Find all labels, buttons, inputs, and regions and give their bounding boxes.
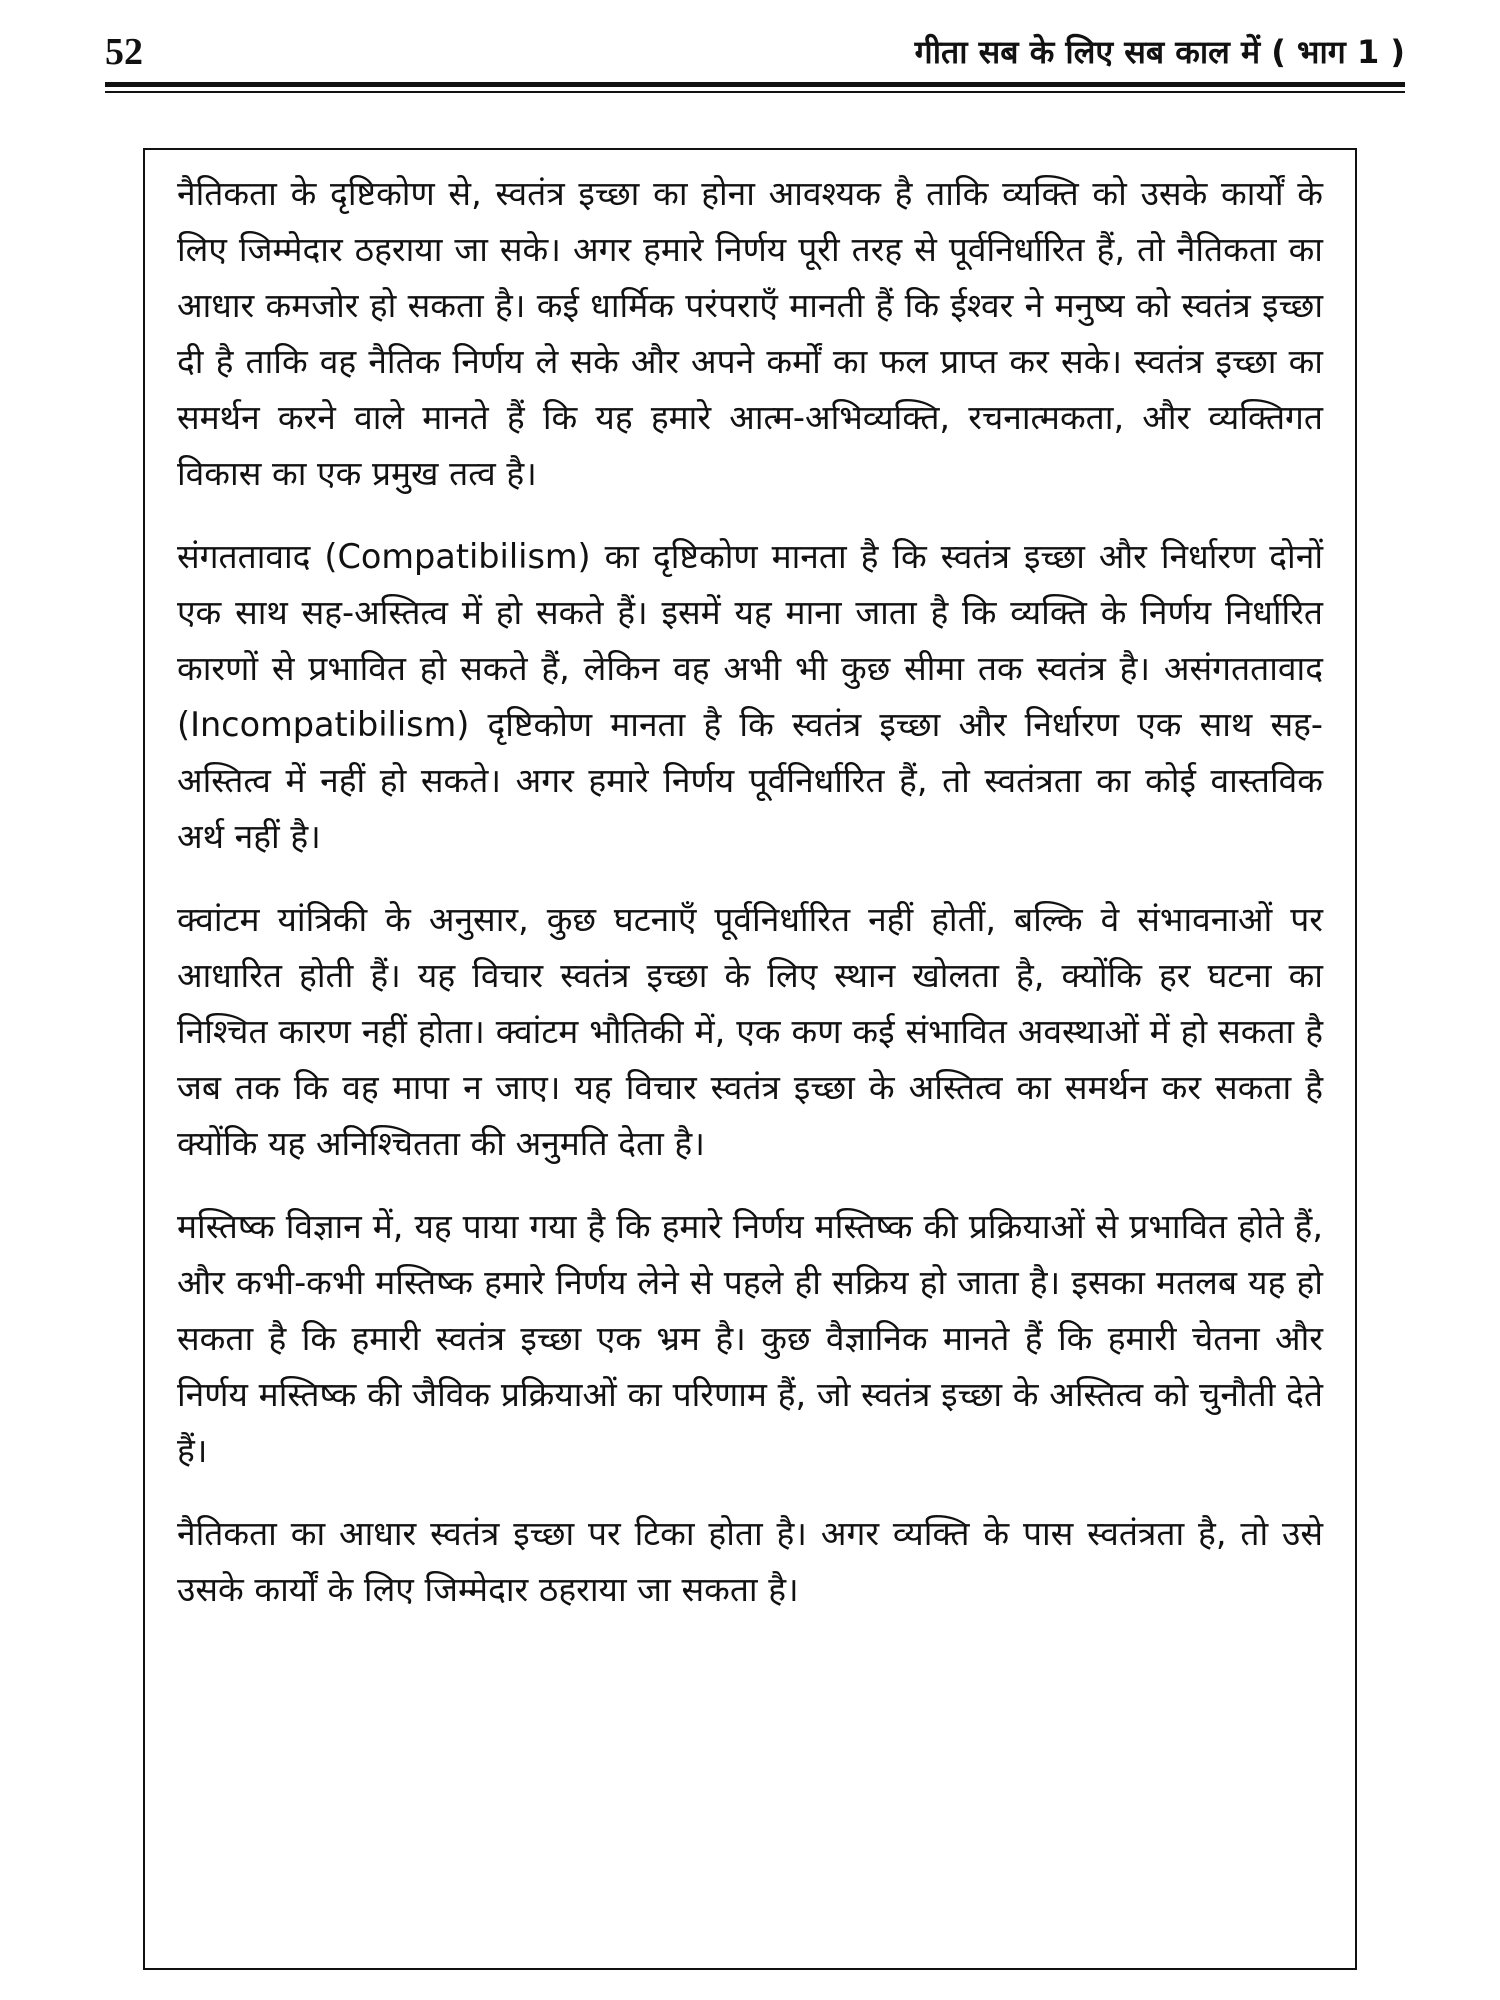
running-title: गीता सब के लिए सब काल में ( भाग 1 ) [914,33,1405,71]
paragraph-quantum-mechanics: क्वांटम यांत्रिकी के अनुसार, कुछ घटनाएँ पूर्वनिर्धारित नहीं होतीं, बल्कि वे संभावनाओं पर आधारित होती हैं। यह विचार स्वतंत्र इच्छा के लिए स्थान खोलता है, क्योंकि हर घटना का निश्चित कारण नहीं होता। क्वांटम भौतिकी में, एक कण कई संभावित अवस्थाओं में हो सकता है जब तक कि वह मापा न जाए। यह विचार स्वतंत्र इच्छा के अस्तित्व का समर्थन कर सकता है क्योंकि यह अनिश्चितता की अनुमति देता है। [177,900,1324,1163]
paragraph-neuroscience: मस्तिष्क विज्ञान में, यह पाया गया है कि हमारे निर्णय मस्तिष्क की प्रक्रियाओं से प्रभावित होते हैं, और कभी-कभी मस्तिष्क हमारे निर्णय लेने से पहले ही सक्रिय हो जाता है। इसका मतलब यह हो सकता है कि हमारी स्वतंत्र इच्छा एक भ्रम है। कुछ वैज्ञानिक मानते हैं कि हमारी चेतना और निर्णय मस्तिष्क की जैविक प्रक्रियाओं का परिणाम हैं, जो स्वतंत्र इच्छा के अस्तित्व को चुनौती देते हैं। [177,1207,1323,1470]
boxed-text-panel [143,148,1357,1970]
page-number: 52 [105,31,143,73]
paragraph-compatibilism: संगततावाद (Compatibilism) का दृष्टिकोण मानता है कि स्वतंत्र इच्छा और निर्धारण दोनों एक साथ सह-अस्तित्व में हो सकते हैं। इसमें यह माना जाता है कि व्यक्ति के निर्णय निर्धारित कारणों से प्रभावित हो सकते हैं, लेकिन वह अभी भी कुछ सीमा तक स्वतंत्र है। असंगततावाद (Incompatibilism) दृष्टिकोण मानता है कि स्वतंत्र इच्छा और निर्धारण एक साथ सह-अस्तित्व में नहीं हो सकते। अगर हमारे निर्णय पूर्वनिर्धारित हैं, तो स्वतंत्रता का कोई वास्तविक अर्थ नहीं है। [177,537,1323,856]
page-header [105,22,1405,82]
paragraph-ethics-free-will: नैतिकता के दृष्टिकोण से, स्वतंत्र इच्छा का होना आवश्यक है ताकि व्यक्ति को उसके कार्यों के लिए जिम्मेदार ठहराया जा सके। अगर हमारे निर्णय पूरी तरह से पूर्वनिर्धारित हैं, तो नैतिकता का आधार कमजोर हो सकता है। कई धार्मिक परंपराएँ मानती हैं कि ईश्वर ने मनुष्य को स्वतंत्र इच्छा दी है ताकि वह नैतिक निर्णय ले सके और अपने कर्मों का फल प्राप्त कर सके। स्वतंत्र इच्छा का समर्थन करने वाले मानते हैं कि यह हमारे आत्म-अभिव्यक्ति, रचनात्मकता, और व्यक्तिगत विकास का एक प्रमुख तत्व है। [177,174,1323,493]
header-rule-thin [105,91,1405,93]
header-rule-thick [105,82,1405,87]
paragraph-ethics-basis: नैतिकता का आधार स्वतंत्र इच्छा पर टिका होता है। अगर व्यक्ति के पास स्वतंत्रता है, तो उसे उसके कार्यों के लिए जिम्मेदार ठहराया जा सकता है। [177,1514,1323,1609]
